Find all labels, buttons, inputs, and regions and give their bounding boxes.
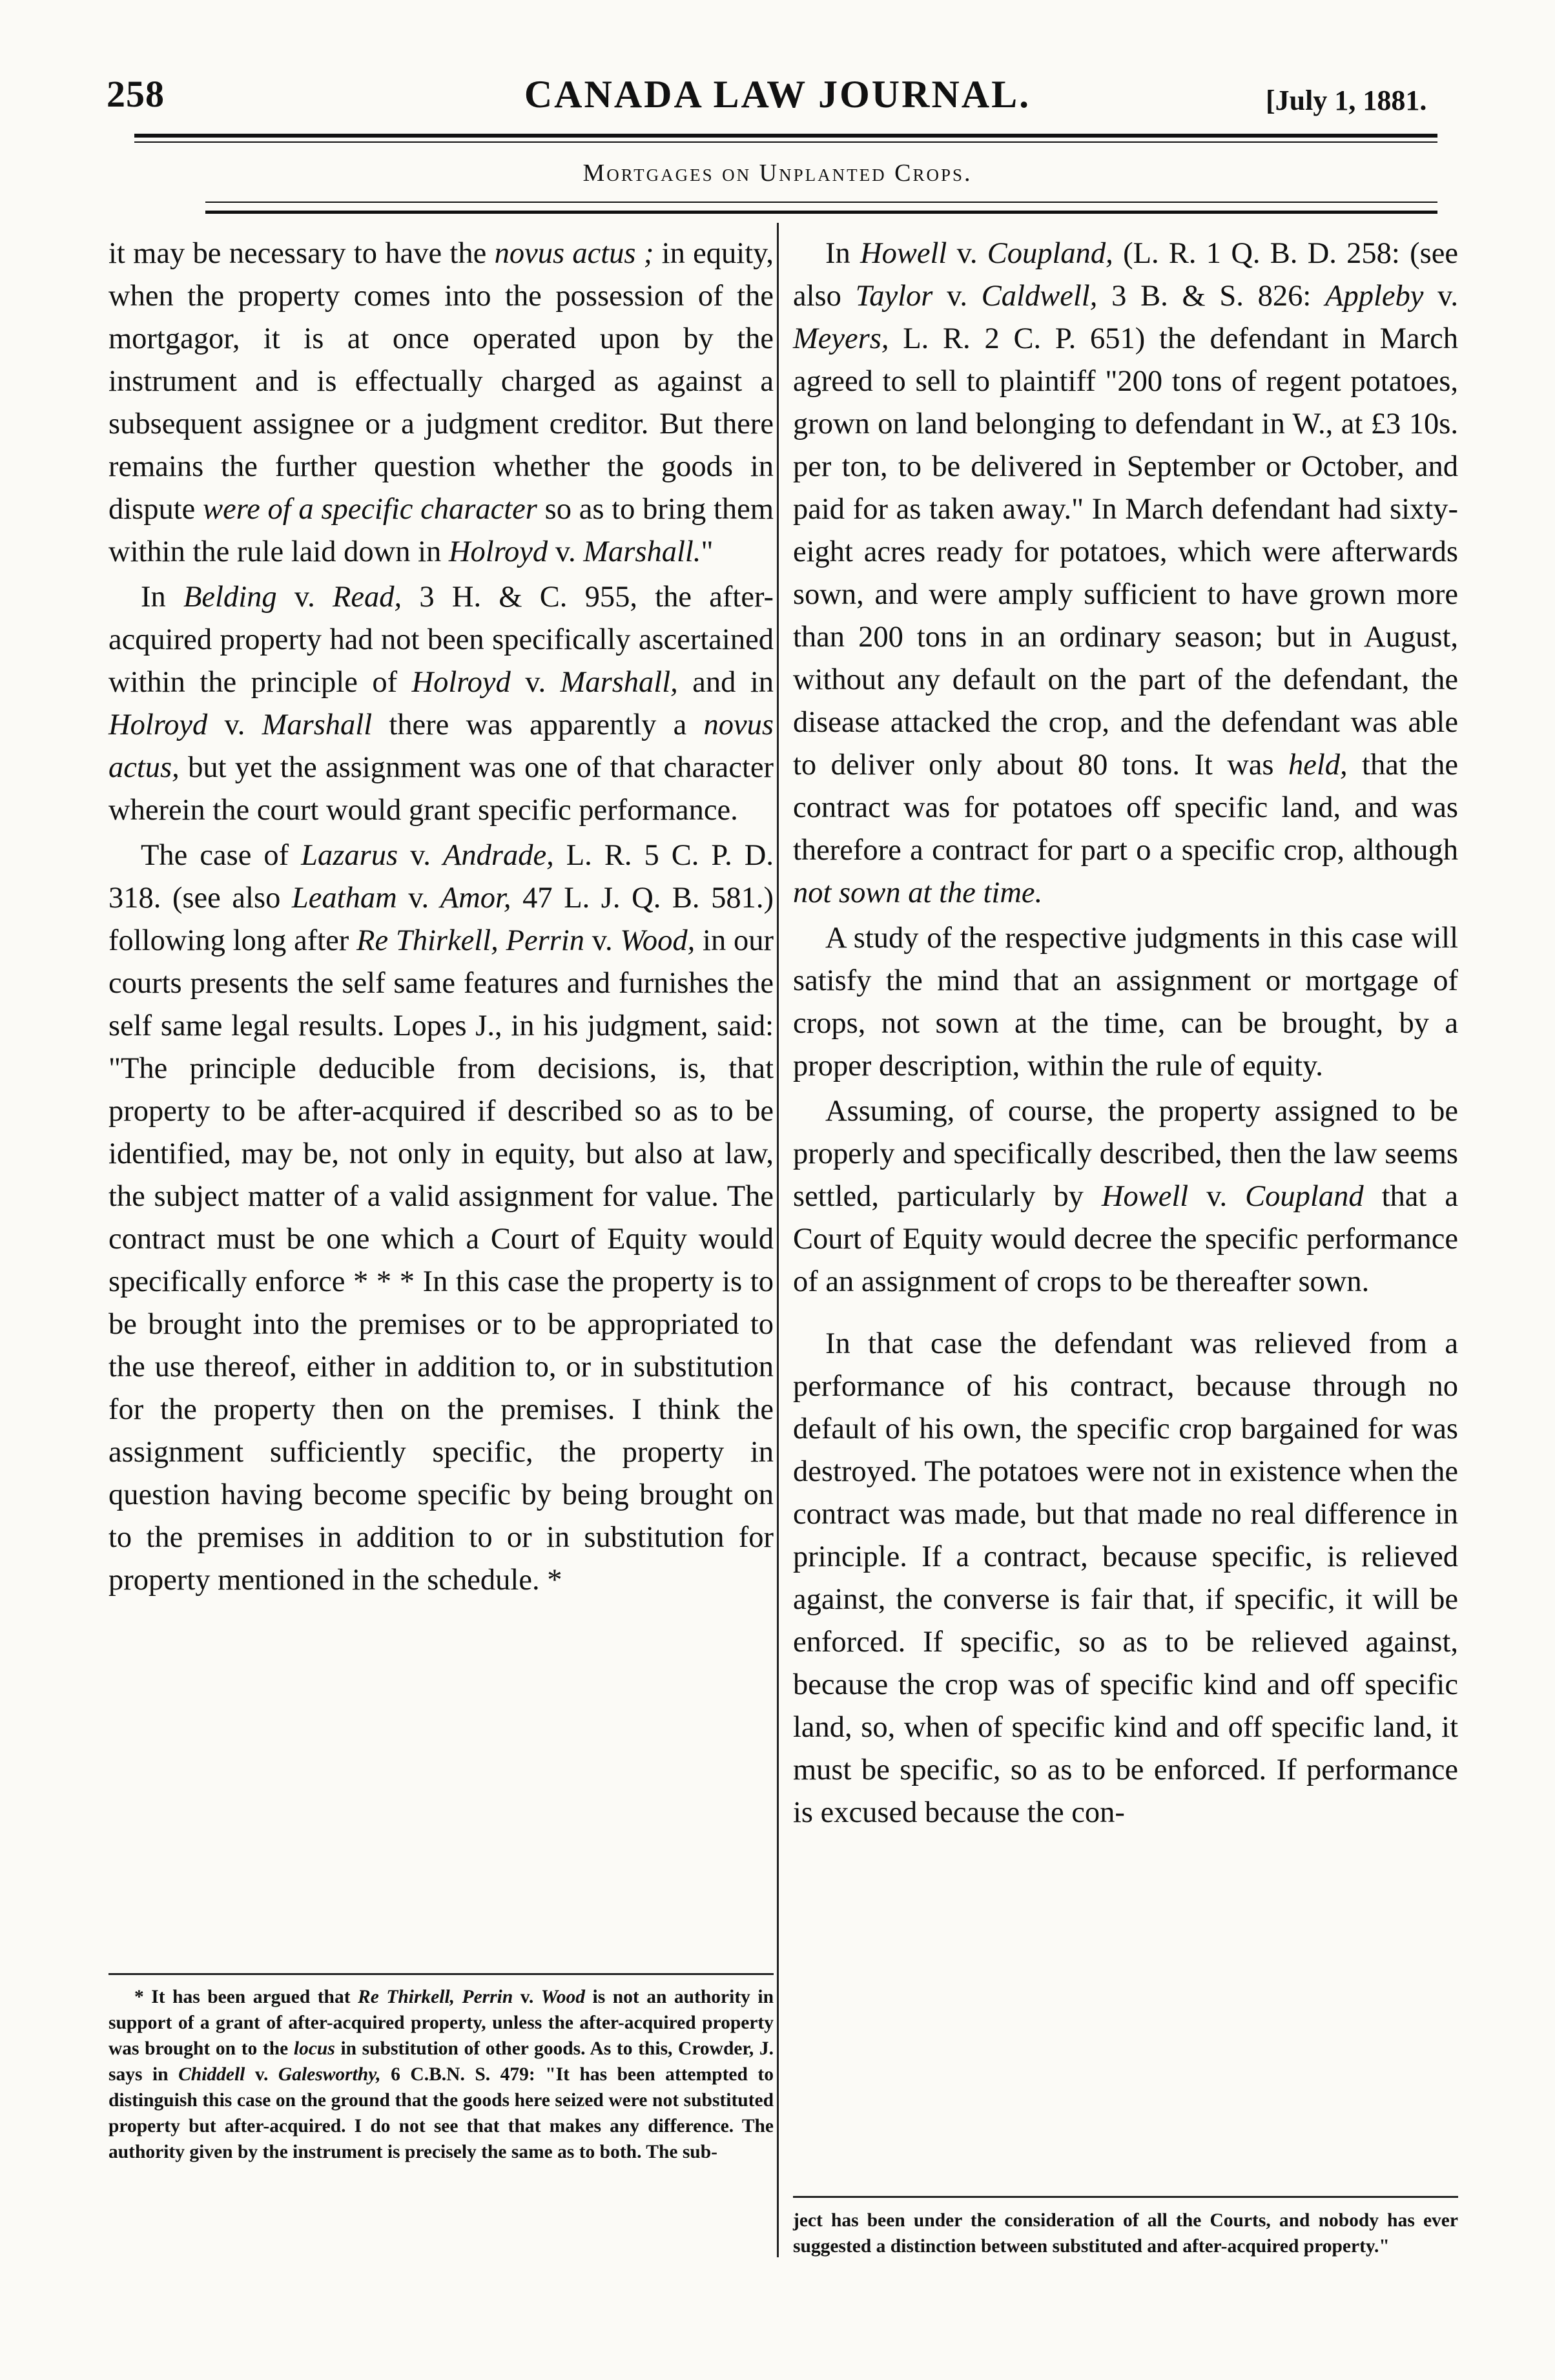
footnote-left bbox=[108, 1984, 774, 2165]
page-number: 258 bbox=[107, 73, 165, 115]
footnote-rule-left bbox=[108, 1973, 774, 1975]
footnote-rule-right bbox=[793, 2196, 1458, 2198]
left-paragraph-2: In Belding v. Read, 3 H. & C. 955, the after-acquired property had not been specifically ascertained within the principle of Holroyd v. Marshall, and in Holroyd v. Marshall there was apparently a novus actus, but yet the assignment was one of that character wherein the court would grant specific performance. bbox=[108, 581, 774, 827]
footnote-continuation: ject has been under the consideration of all the Courts, and nobody has ever suggested a distinction between substituted and after-acquired property." bbox=[793, 2210, 1458, 2257]
journal-title: CANADA LAW JOURNAL. bbox=[524, 73, 1031, 116]
footnote-text: * It has been argued that Re Thirkell, Perrin v. Wood is not an authority in support of a grant of after-acquired property, unless the after-acquired property was brought on to the locus in substitution of other goods. As to this, Crowder, J. says in Chiddell v. Galesworthy, 6 C.B.N. S. 479: "It has been attempted to distinguish this case on the ground that the goods here seized were not substituted property but after-acquired. I do not see that that makes any difference. The authority given by the instrument is precisely the same as to both. The sub- bbox=[108, 1987, 774, 2162]
heading-rule-thin bbox=[205, 202, 1437, 203]
right-paragraph-2: A study of the respective judgments in this case will satisfy the mind that an assignment or mortgage of crops, not sown at the time, can be brought, by a proper description, within the rule of equity. bbox=[793, 922, 1458, 1082]
article-heading: Mortgages on Unplanted Crops. bbox=[582, 160, 973, 187]
left-column bbox=[108, 233, 774, 1602]
header-rule bbox=[134, 134, 1437, 138]
right-column bbox=[793, 233, 1458, 1834]
left-paragraph-3: The case of Lazarus v. Andrade, L. R. 5 C. P. D. 318. (see also Leatham v. Amor, 47 L. J. Q. B. 581.) following long after Re Thirkell, Perrin v. Wood, in our courts presents the self same features and furnishes the self same legal results. Lopes J., in his judgment, said: "The principle deducible from decisions, is, that property to be after-acquired if described so as to be identified, may be, not only in equity, but also at law, the subject matter of a valid assignment for value. The contract must be one which a Court of Equity would specifically enforce * * * In this case the property is to be brought into the premises or to be appropriated to the use thereof, either in addition to, or in substitution for the property then on the premises. I think the assignment sufficiently specific, the property in question having become specific by being brought on to the premises in addition to or in substitution for property mentioned in the schedule. * bbox=[108, 839, 774, 1597]
header-rule-thin bbox=[134, 141, 1437, 143]
right-paragraph-4: In that case the defendant was relieved from a performance of his contract, because through no default of his own, the specific crop bargained for was destroyed. The potatoes were not in existence when the contract was made, but that made no real difference in principle. If a contract, because specific, is relieved against, the converse is fair that, if specific, it will be enforced. If specific, so as to be relieved against, because the crop was of specific kind and off specific land, so, when of specific kind and off specific land, it must be specific, so as to be enforced. If performance is excused because the con- bbox=[793, 1327, 1458, 1829]
right-paragraph-3: Assuming, of course, the property assigned to be properly and specifically described, then the law seems settled, particularly by Howell v. Coupland that a Court of Equity would decree the specific performance of an assignment of crops to be thereafter sown. bbox=[793, 1095, 1458, 1298]
footnote-right bbox=[793, 2208, 1458, 2259]
issue-date: [July 1, 1881. bbox=[1266, 85, 1427, 116]
heading-rule bbox=[205, 211, 1437, 214]
left-paragraph-1: it may be necessary to have the novus actus ; in equity, when the property comes into the possession of the mortgagor, it is at once operated upon by the instrument and is effectually charged as against a subsequent assignee or a judgment creditor. But there remains the further question whether the goods in dispute were of a specific character so as to bring them within the rule laid down in Holroyd v. Marshall." bbox=[108, 237, 774, 568]
right-paragraph-1: In Howell v. Coupland, (L. R. 1 Q. B. D. 258: (see also Taylor v. Caldwell, 3 B. & S. 826: Appleby v. Meyers, L. R. 2 C. P. 651) the defendant in March agreed to sell to plaintiff "200 tons of regent potatoes, grown on land belonging to defendant in W., at £3 10s. per ton, to be delivered in September or October, and paid for as taken away." In March defendant had sixty-eight acres ready for potatoes, which were afterwards sown, and were amply sufficient to have grown more than 200 tons in an ordinary season; but in August, without any default on the part of the defendant, the disease attacked the crop, and the defendant was able to deliver only about 80 tons. It was held, that the contract was for potatoes off specific land, and was therefore a contract for part o a specific crop, although not sown at the time. bbox=[793, 237, 1459, 909]
column-divider bbox=[777, 223, 779, 2257]
